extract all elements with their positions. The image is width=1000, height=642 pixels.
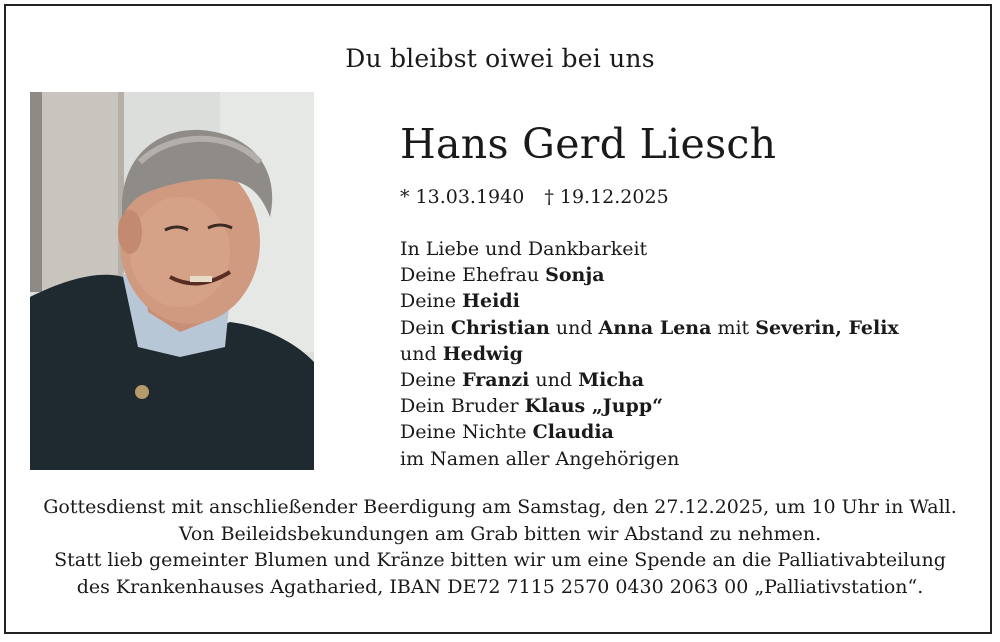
mourner-line bbox=[400, 419, 899, 445]
mourner-name: Anna Lena bbox=[598, 316, 712, 339]
mourners-list bbox=[400, 236, 899, 472]
mourner-text: Deine bbox=[400, 369, 463, 392]
mourner-text: und bbox=[529, 369, 579, 392]
mourner-name: Sonja bbox=[545, 264, 605, 287]
mourner-text: In Liebe und Dankbarkeit bbox=[400, 238, 648, 260]
mourner-text: und bbox=[549, 316, 599, 339]
mourner-text: Deine bbox=[400, 290, 463, 313]
mourner-line bbox=[400, 393, 899, 419]
mourner-name: Hedwig bbox=[442, 342, 523, 365]
deceased-name: Hans Gerd Liesch bbox=[400, 120, 777, 168]
mourner-line bbox=[400, 236, 899, 262]
mourner-text: Dein bbox=[400, 316, 451, 339]
notice-line: Gottesdienst mit anschließender Beerdigung am Samstag, den 27.12.2025, um 10 Uhr in Wall. bbox=[43, 496, 957, 518]
mourner-name: Klaus „Jupp“ bbox=[524, 395, 664, 418]
notice-line: des Krankenhauses Agatharied, IBAN DE72 7115 2570 0430 2063 00 „Palliativstation“. bbox=[76, 575, 924, 598]
portrait-photo bbox=[30, 92, 314, 470]
mourner-line bbox=[400, 288, 899, 314]
mourner-text: Dein Bruder bbox=[400, 395, 525, 418]
mourner-line bbox=[400, 446, 899, 472]
notice-line: Von Beileidsbekundungen am Grab bitten wir Abstand zu nehmen. bbox=[178, 522, 822, 545]
notice-line: Statt lieb gemeinter Blumen und Kränze bitten wir um eine Spende an die Palliativabteilung bbox=[54, 549, 946, 571]
mourner-name: Severin, Felix bbox=[755, 316, 899, 339]
motto: Du bleibst oiwei bei uns bbox=[345, 44, 655, 73]
mourner-line bbox=[400, 341, 899, 367]
mourner-text: und bbox=[400, 342, 443, 365]
portrait-illustration bbox=[30, 92, 314, 470]
mourner-line bbox=[400, 315, 899, 341]
mourner-text: mit bbox=[711, 316, 756, 339]
mourner-name: Franzi bbox=[462, 369, 530, 392]
mourner-line bbox=[400, 262, 899, 288]
mourner-name: Christian bbox=[450, 316, 550, 339]
funeral-notice bbox=[0, 494, 1000, 600]
death-date: † 19.12.2025 bbox=[544, 186, 669, 208]
mourner-text: Deine Ehefrau bbox=[400, 264, 546, 287]
mourner-text: Deine Nichte bbox=[400, 421, 533, 444]
mourner-name: Heidi bbox=[462, 290, 520, 313]
mourner-line bbox=[400, 367, 899, 393]
mourner-name: Micha bbox=[578, 369, 645, 392]
birth-date: * 13.03.1940 bbox=[400, 186, 525, 208]
mourner-name: Claudia bbox=[532, 421, 614, 444]
life-dates bbox=[400, 186, 669, 208]
mourner-text: im Namen aller Angehörigen bbox=[400, 447, 680, 470]
